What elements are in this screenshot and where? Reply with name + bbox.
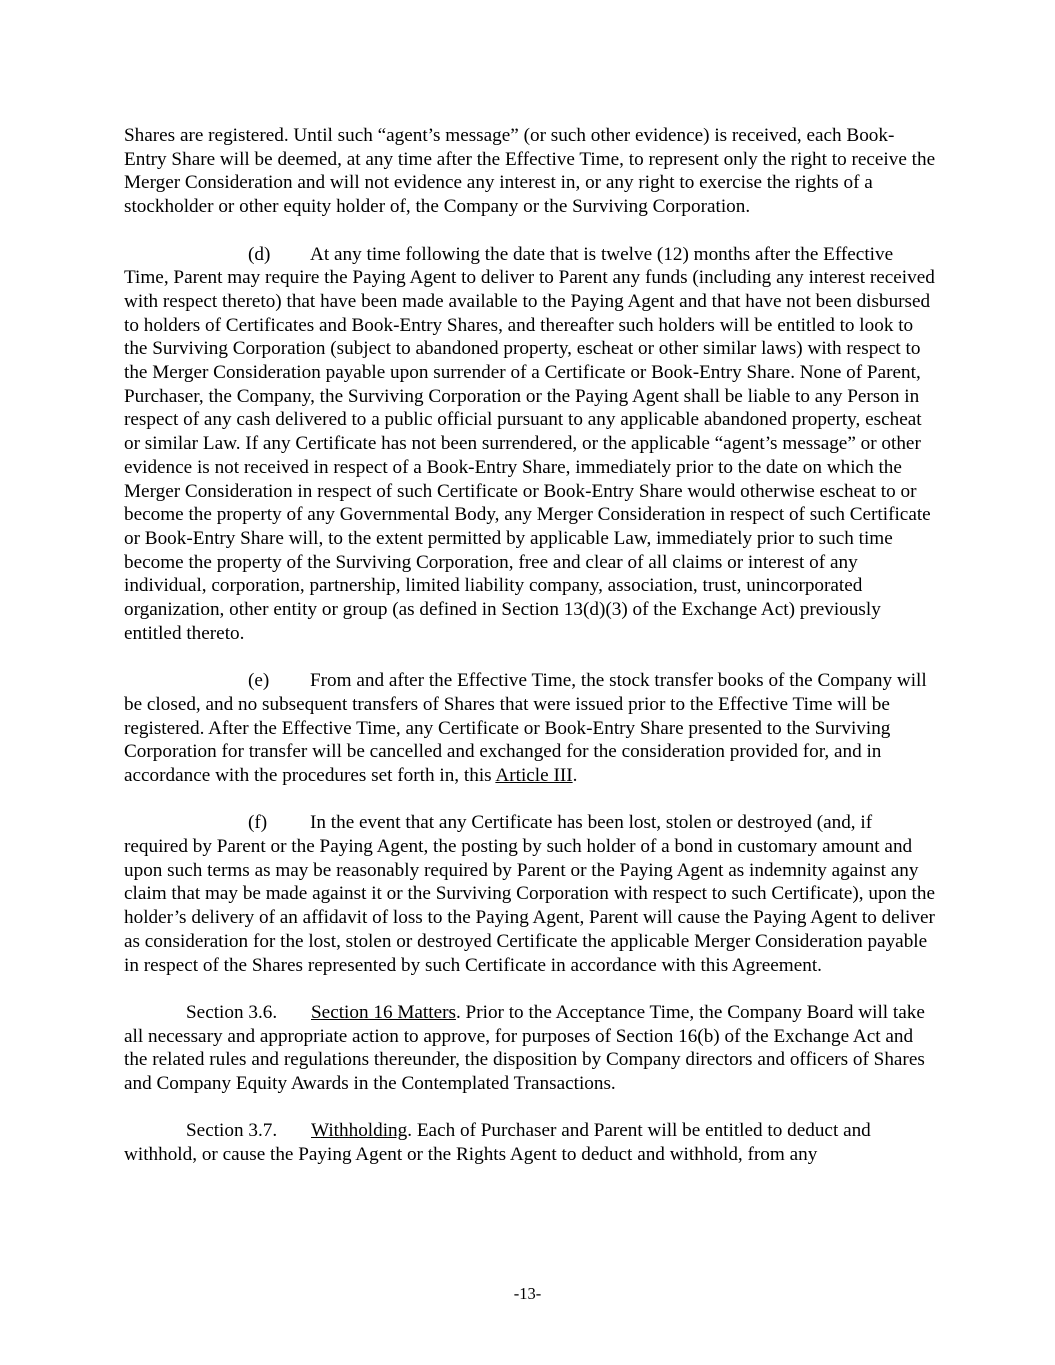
paragraph-text: From and after the Effective Time, the stock transfer books of the Company will be closed, and no subsequent transfers of Shares that were issued prior to the Effective Time will be registered. After the Effective Time, any Certificate or Book-Entry Share presented to the Surviving Corporation for transfer will be cancelled and exchanged for the consideration provided for, and in accordance with the procedures set forth in, this — [124, 670, 927, 786]
article-reference: Article III — [495, 764, 573, 786]
paragraph-f — [124, 811, 936, 977]
paragraph-d — [124, 243, 936, 646]
paragraph-e — [124, 669, 936, 788]
paragraph-end: . — [572, 764, 578, 786]
section-heading: Section 16 Matters — [311, 1001, 456, 1023]
paragraph-label: (f) — [248, 812, 268, 834]
paragraph-text: At any time following the date that is twelve (12) months after the Effective Time, Parent may require the Paying Agent to deliver to Parent any funds (including any interest received with respect thereto) that have been made available to the Paying Agent and that have not been disbursed to holders of Certificates and Book-Entry Shares, and thereafter such holders will be entitled to look to the Surviving Corporation (subject to abandoned property, escheat or other similar laws) with respect to the Merger Consideration payable upon surrender of a Certificate or Book-Entry Share. None of Parent, Purchaser, the Company, the Surviving Corporation or the Paying Agent shall be liable to any Person in respect of any cash delivered to a public official pursuant to any applicable abandoned property, escheat or similar Law. If any Certificate has not been surrendered, or the applicable “agent’s message” or other evidence is not received in respect of a Book-Entry Share, immediately prior to the date on which the Merger Consideration in respect of such Certificate or Book-Entry Share would otherwise escheat to or become the property of any Governmental Body, any Merger Consideration in respect of such Certificate or Book-Entry Share will, to the extent permitted by applicable Law, immediately prior to such time become the property of the Surviving Corporation, free and clear of all claims or interest of any individual, corporation, partnership, limited liability company, association, trust, unincorporated organization, other entity or group (as defined in Section 13(d)(3) of the Exchange Act) previously entitled thereto. — [124, 243, 935, 644]
section-text: . Prior to the Acceptance Time, the Company Board will take all necessary and appropriate action to approve, for purposes of Section 16(b) of the Exchange Act and the related rules and regulations thereunder, the disposition by Company directors and officers of Shares and Company Equity Awards in the Contemplated Transactions. — [124, 1001, 925, 1095]
paragraph-c-continued — [124, 124, 936, 219]
section-3-6 — [124, 1001, 936, 1096]
page-body — [124, 124, 936, 1191]
paragraph-text: In the event that any Certificate has been lost, stolen or destroyed (and, if required by Parent or the Paying Agent, the posting by such holder of a bond in customary amount and upon such terms as may be reasonably required by Parent or the Paying Agent as indemnity against any claim that may be made against it or the Surviving Corporation with respect to such Certificate), upon the holder’s delivery of an affidavit of loss to the Paying Agent, Parent will cause the Paying Agent to deliver as consideration for the lost, stolen or destroyed Certificate the applicable Merger Consideration payable in respect of the Shares represented by such Certificate in accordance with this Agreement. — [124, 812, 935, 976]
section-text: . Each of Purchaser and Parent will be entitled to deduct and withhold, or cause the Paying Agent or the Rights Agent to deduct and withhold, from any — [124, 1120, 871, 1166]
paragraph-text: Shares are registered. Until such “agent’s message” (or such other evidence) is received, each Book-Entry Share will be deemed, at any time after the Effective Time, to represent only the right to receive the Merger Consideration and will not evidence any interest in, or any right to exercise the rights of a stockholder or other equity holder of, the Company or the Surviving Corporation. — [124, 125, 936, 218]
paragraph-label: (d) — [248, 243, 271, 265]
paragraph-label: (e) — [248, 670, 270, 692]
section-3-7 — [124, 1119, 936, 1166]
section-heading: Withholding — [311, 1120, 408, 1142]
page-number: -13- — [513, 1284, 542, 1303]
section-number: Section 3.6. — [186, 1001, 278, 1023]
section-number: Section 3.7. — [186, 1120, 278, 1142]
